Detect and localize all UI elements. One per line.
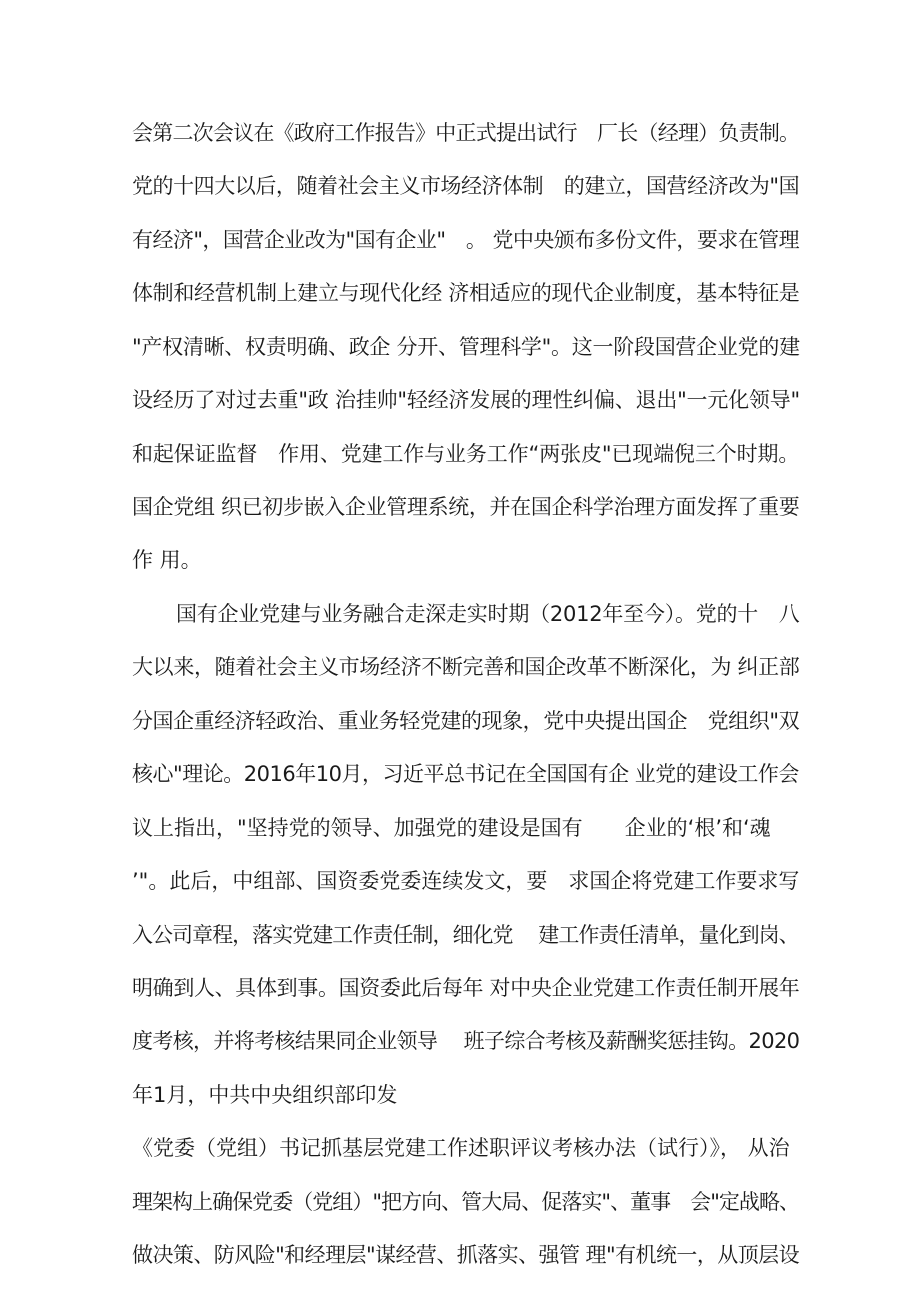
text-line: 入公司章程，落实党建工作责任制，细化党 建工作责任清单，量化到岗、 bbox=[132, 923, 799, 947]
text-line: 党的十四大以后，随着社会主义市场经济体制 的建立，国营经济改为"国 bbox=[132, 174, 800, 198]
text-line: "产权清晰、权责明确、政企 分开、管理科学"。这一阶段国营企业党的建 bbox=[132, 335, 800, 359]
text-line: 作 用。 bbox=[132, 548, 202, 572]
text-line: 核心"理论。2016年10月，习近平总书记在全国国有企 业党的建设工作会 bbox=[132, 762, 799, 786]
text-line: 议上指出，"坚持党的领导、加强党的建设是国有 企业的‘根’和‘魂 bbox=[132, 816, 771, 840]
text-line: 会第二次会议在《政府工作报告》中正式提出试行 厂长（经理）负责制。 bbox=[132, 121, 800, 145]
text-line: 做决策、防风险"和经理层"谋经营、抓落实、强管 理"有机统一，从顶层设 bbox=[132, 1243, 800, 1267]
text-line: 《党委（党组）书记抓基层党建工作述职评议考核办法（试行）》， 从治 bbox=[132, 1136, 790, 1160]
text-line: ’"。此后，中组部、国资委党委连续发文，要 求国企将党建工作要求写 bbox=[132, 869, 800, 893]
text-line: 理架构上确保党委（党组）"把方向、管大局、促落实"、董事 会"定战略、 bbox=[132, 1190, 800, 1214]
text-line: 设经历了对过去重"政 治挂帅"轻经济发展的理性纠偏、退出"一元化领导" bbox=[132, 388, 800, 412]
text-line: 年1月，中共中央组织部印发 bbox=[132, 1083, 398, 1107]
text-line: 大以来，随着社会主义市场经济不断完善和国企改革不断深化，为 纠正部 bbox=[132, 655, 800, 679]
paragraph-first-line: 国有企业党建与业务融合走深走实时期（2012年至今）。党的十 八 bbox=[176, 602, 800, 626]
text-line: 度考核，并将考核结果同企业领导 班子综合考核及薪酬奖惩挂钩。2020 bbox=[132, 1029, 800, 1053]
text-line: 体制和经营机制上建立与现代化经 济相适应的现代企业制度，基本特征是 bbox=[132, 281, 800, 305]
text-line: 有经济"，国营企业改为"国有企业" 。 党中央颁布多份文件，要求在管理 bbox=[132, 228, 800, 252]
text-line: 明确到人、具体到事。国资委此后每年 对中央企业党建工作责任制开展年 bbox=[132, 976, 800, 1000]
text-line: 分国企重经济轻政治、重业务轻党建的现象，党中央提出国企 党组织"双 bbox=[132, 709, 800, 733]
text-line: 和起保证监督 作用、党建工作与业务工作“两张皮"已现端倪三个时期。 bbox=[132, 442, 800, 466]
text-line: 国企党组 织已初步嵌入企业管理系统，并在国企科学治理方面发挥了重要 bbox=[132, 495, 800, 519]
